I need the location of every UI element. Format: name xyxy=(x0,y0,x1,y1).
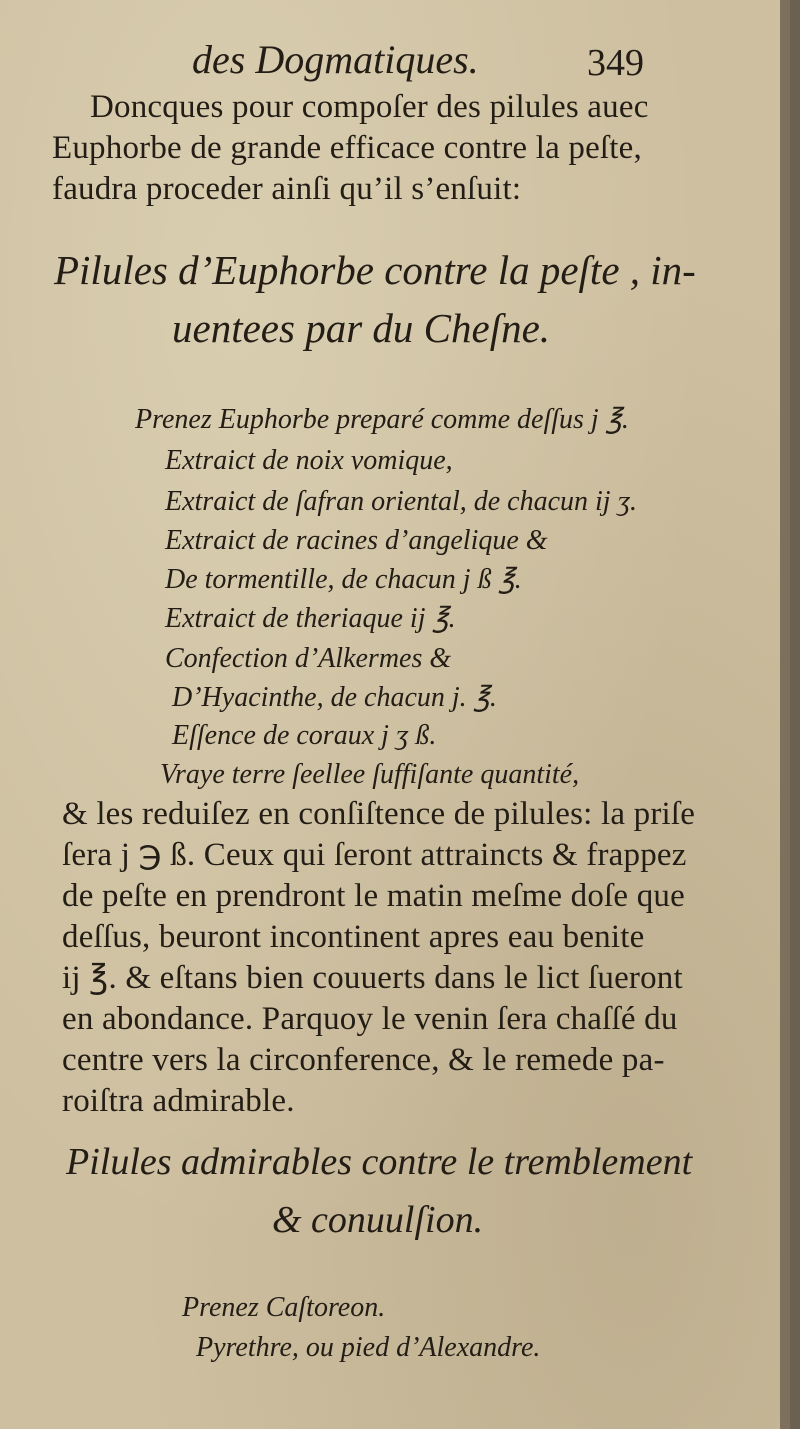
paragraph-line: en abondance. Parquoy le venin ſera chaſſé du xyxy=(62,1001,678,1037)
intro-line: Euphorbe de grande efficace contre la peſte, xyxy=(52,130,642,166)
running-title: des Dogmatiques. xyxy=(192,37,479,82)
recipe-line: Extraict de noix vomique, xyxy=(165,445,453,476)
paragraph-line: centre vers la circonference, & le remede pa- xyxy=(62,1042,665,1078)
section-heading: & conuulſion. xyxy=(272,1199,484,1241)
paragraph-line: & les reduiſez en conſiſtence de pilules: la priſe xyxy=(62,796,696,832)
recipe-line: Confection d’Alkermes & xyxy=(165,643,452,674)
intro-line: faudra proceder ainſi qu’il s’enſuit: xyxy=(52,171,522,207)
intro-line: Doncques pour compoſer des pilules auec xyxy=(90,89,649,125)
paragraph-line: ij ℥. & eſtans bien couuerts dans le lict ſueront xyxy=(62,960,683,996)
paragraph-line: de peſte en prendront le matin meſme doſe que xyxy=(62,878,685,914)
section-heading: Pilules admirables contre le tremblement xyxy=(66,1141,693,1183)
section-heading: uentees par du Cheſne. xyxy=(172,305,551,351)
recipe-line: D’Hyacinthe, de chacun j. ℥. xyxy=(172,682,497,713)
recipe-line: Eſſence de coraux j ʒ ß. xyxy=(172,720,437,751)
recipe-line: Vraye terre ſeellee ſuffiſante quantité, xyxy=(160,759,580,790)
page-edge xyxy=(780,0,790,1429)
paragraph-line: deſſus, beuront incontinent apres eau benite xyxy=(62,919,645,955)
page-number: 349 xyxy=(587,42,644,84)
paragraph-line: roiſtra admirable. xyxy=(62,1083,295,1119)
recipe-line: Extraict de theriaque ij ℥. xyxy=(165,603,456,634)
recipe-line: Extraict de ſafran oriental, de chacun ij ʒ. xyxy=(165,486,638,517)
recipe-line: Extraict de racines d’angelique & xyxy=(165,525,548,556)
recipe-line: Prenez Caſtoreon. xyxy=(182,1292,386,1323)
recipe-line: Pyrethre, ou pied d’Alexandre. xyxy=(196,1332,541,1363)
paragraph-line: ſera j ℈ ß. Ceux qui ſeront attraincts & frappez xyxy=(62,837,687,873)
recipe-line: De tormentille, de chacun j ß ℥. xyxy=(165,564,522,595)
recipe-line: Prenez Euphorbe preparé comme deſſus j ℥. xyxy=(135,404,629,435)
section-heading: Pilules d’Euphorbe contre la peſte , in- xyxy=(54,247,696,293)
